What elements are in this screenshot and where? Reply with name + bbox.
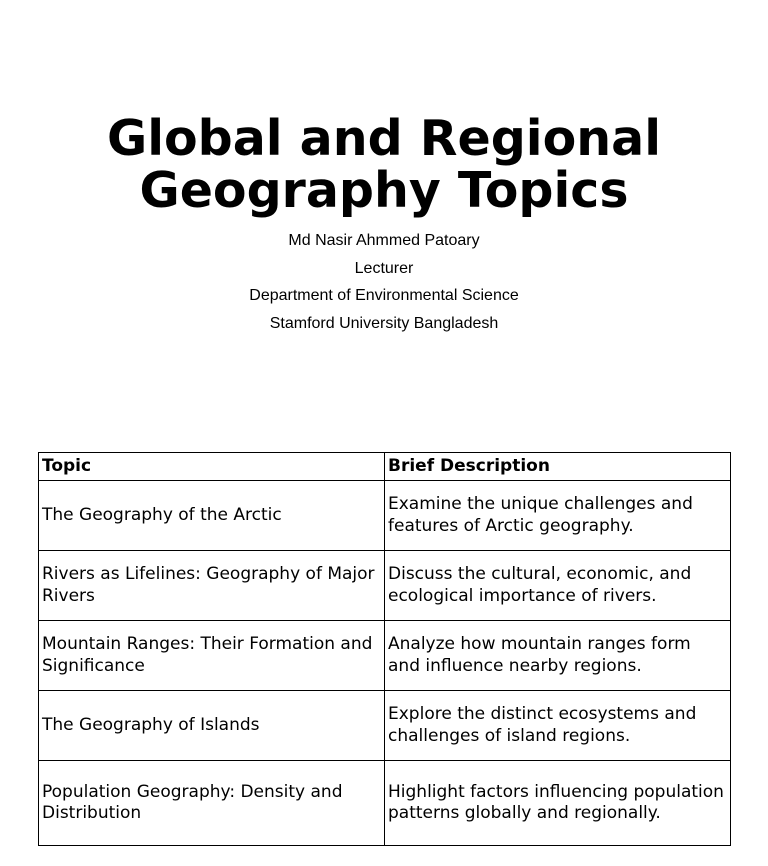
author-institution: Stamford University Bangladesh	[269, 314, 499, 332]
document-title: Global and Regional Geography Topics	[106, 110, 661, 219]
description-cell: Explore the distinct ecosystems and challenges of island regions.	[385, 691, 731, 761]
topic-cell: Mountain Ranges: Their Formation and Significance	[39, 621, 385, 691]
description-cell: Analyze how mountain ranges form and influence nearby regions.	[385, 621, 731, 691]
author-department: Department of Environmental Science	[249, 287, 519, 304]
table-row	[39, 551, 731, 621]
description-cell: Discuss the cultural, economic, and ecological importance of rivers.	[385, 551, 731, 621]
description-cell: Examine the unique challenges and features of Arctic geography.	[385, 481, 731, 551]
author-position: Lecturer	[354, 259, 414, 277]
description-cell: Highlight factors influencing population patterns globally and regionally.	[385, 761, 731, 846]
table-row	[39, 621, 731, 691]
table-row	[39, 481, 731, 551]
table-row	[39, 691, 731, 761]
table-row	[39, 761, 731, 846]
topic-cell: The Geography of the Arctic	[39, 481, 385, 551]
author-name: Md Nasir Ahmmed Patoary	[288, 232, 480, 249]
header-topic: Topic	[39, 453, 385, 481]
author-block	[0, 227, 768, 337]
table-header-row	[39, 453, 731, 481]
topic-cell: Rivers as Lifelines: Geography of Major Rivers	[39, 551, 385, 621]
topic-cell: Population Geography: Density and Distribution	[39, 761, 385, 846]
topic-cell: The Geography of Islands	[39, 691, 385, 761]
topics-table	[38, 452, 731, 846]
header-brief-description: Brief Description	[385, 453, 731, 481]
